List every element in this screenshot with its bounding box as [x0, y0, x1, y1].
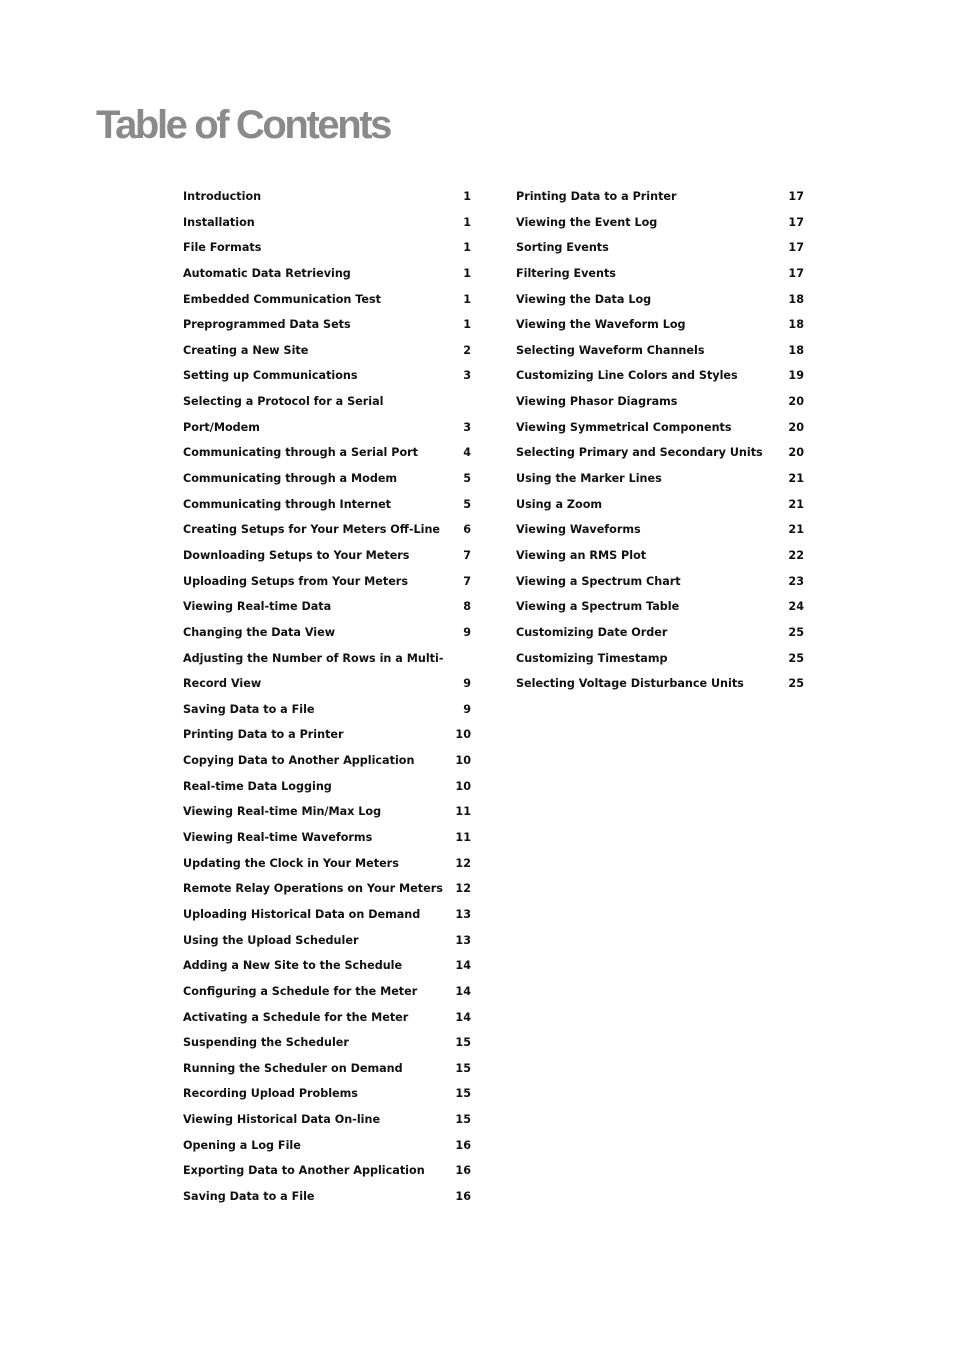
- toc-entry[interactable]: [516, 235, 806, 261]
- toc-entry-page-number: 4: [463, 446, 471, 460]
- toc-entry-page-number: 14: [455, 959, 471, 973]
- toc-entry-title: Updating the Clock in Your Meters: [183, 856, 399, 870]
- toc-entry-page-number: 5: [463, 497, 471, 511]
- toc-entry-page-number: 19: [788, 369, 804, 383]
- toc-entry[interactable]: [183, 389, 473, 415]
- toc-entry[interactable]: [183, 1030, 473, 1056]
- toc-entry[interactable]: [183, 440, 473, 466]
- toc-entry-title: Uploading Historical Data on Demand: [183, 907, 421, 921]
- toc-entry-page-number: 18: [788, 318, 804, 332]
- toc-entry[interactable]: [516, 363, 806, 389]
- toc-entry[interactable]: [183, 1133, 473, 1159]
- toc-entry-title: Viewing the Event Log: [516, 215, 658, 229]
- toc-entry-page-number: 1: [463, 318, 471, 332]
- toc-entry-title: Printing Data to a Printer: [516, 190, 677, 203]
- toc-entry-title: Setting up Communications: [183, 369, 358, 383]
- toc-entry-title: Viewing Waveforms: [516, 523, 641, 537]
- toc-entry[interactable]: [183, 774, 473, 800]
- toc-entry[interactable]: [516, 184, 806, 210]
- toc-entry[interactable]: [516, 671, 806, 697]
- toc-entry-page-number: 1: [463, 292, 471, 306]
- toc-entry-page-number: 10: [455, 728, 471, 742]
- toc-entry-title: Uploading Setups from Your Meters: [183, 574, 408, 588]
- toc-entry-title: Installation: [183, 215, 255, 229]
- toc-entry-page-number: 13: [455, 907, 471, 921]
- toc-entry-title: Viewing an RMS Plot: [516, 548, 647, 562]
- toc-entry-title: Adjusting the Number of Rows in a Multi-: [183, 651, 444, 665]
- toc-entry-title: Viewing the Data Log: [516, 292, 652, 306]
- toc-entry[interactable]: [183, 876, 473, 902]
- toc-entry[interactable]: [516, 517, 806, 543]
- toc-entry[interactable]: [516, 210, 806, 236]
- toc-entry[interactable]: [516, 543, 806, 569]
- toc-entry-title: Creating a New Site: [183, 343, 309, 357]
- toc-entry[interactable]: [183, 363, 473, 389]
- toc-entry[interactable]: [516, 338, 806, 364]
- toc-entry-title: Viewing Real-time Waveforms: [183, 831, 373, 845]
- toc-entry-page-number: 22: [788, 548, 804, 562]
- toc-entry-page-number: 10: [455, 779, 471, 793]
- toc-entry-page-number: 5: [463, 472, 471, 486]
- toc-entry[interactable]: [183, 1184, 473, 1210]
- toc-entry-title: Exporting Data to Another Application: [183, 1164, 425, 1178]
- toc-entry-title: Record View: [183, 677, 262, 691]
- toc-entry-title: Port/Modem: [183, 420, 260, 434]
- toc-entry-page-number: 9: [463, 702, 471, 716]
- toc-entry[interactable]: [183, 1107, 473, 1133]
- toc-entry-title: Activating a Schedule for the Meter: [183, 1010, 409, 1024]
- toc-entry-page-number: 16: [455, 1164, 471, 1178]
- toc-entry-page-number: 12: [455, 882, 471, 896]
- toc-entry[interactable]: [183, 1081, 473, 1107]
- toc-entry-title: Customizing Line Colors and Styles: [516, 369, 738, 383]
- toc-entry[interactable]: [516, 389, 806, 415]
- toc-entry[interactable]: [183, 620, 473, 646]
- toc-entry[interactable]: [516, 594, 806, 620]
- toc-entry[interactable]: [183, 594, 473, 620]
- toc-entry-title: Creating Setups for Your Meters Off-Line: [183, 523, 440, 537]
- toc-entry-page-number: 7: [463, 574, 471, 588]
- toc-entry-page-number: 3: [463, 369, 471, 383]
- toc-entry-title: Communicating through a Serial Port: [183, 446, 419, 460]
- toc-entry[interactable]: [183, 902, 473, 928]
- toc-entry-page-number: 3: [463, 420, 471, 434]
- toc-entry[interactable]: [183, 287, 473, 313]
- toc-entry-page-number: 11: [455, 805, 471, 819]
- toc-entry-page-number: 10: [455, 754, 471, 768]
- toc-entry[interactable]: [183, 210, 473, 236]
- toc-entry-title: Selecting Waveform Channels: [516, 343, 705, 357]
- toc-entry[interactable]: [516, 312, 806, 338]
- toc-entry[interactable]: [183, 261, 473, 287]
- toc-entry-title: Using the Upload Scheduler: [183, 933, 359, 947]
- toc-entry[interactable]: [516, 415, 806, 441]
- toc-entry-page-number: 21: [788, 497, 804, 511]
- toc-entry-page-number: 7: [463, 548, 471, 562]
- toc-entry[interactable]: [183, 1158, 473, 1184]
- toc-entry-title: Customizing Timestamp: [516, 651, 668, 665]
- toc-entry-page-number: 17: [788, 190, 804, 203]
- toc-entry[interactable]: [183, 799, 473, 825]
- toc-entry[interactable]: [183, 415, 473, 441]
- toc-entry-title: Suspending the Scheduler: [183, 1036, 349, 1050]
- toc-entry[interactable]: [183, 517, 473, 543]
- toc-entry-page-number: 20: [788, 395, 804, 409]
- toc-entry-page-number: 16: [455, 1138, 471, 1152]
- toc-entry-page-number: 24: [788, 600, 804, 614]
- toc-entry[interactable]: [516, 261, 806, 287]
- toc-entry-title: Configuring a Schedule for the Meter: [183, 984, 418, 998]
- toc-entry-page-number: 15: [455, 1061, 471, 1075]
- toc-entry[interactable]: [183, 235, 473, 261]
- toc-entry[interactable]: [183, 748, 473, 774]
- toc-entry[interactable]: [183, 953, 473, 979]
- toc-right-column: [516, 184, 806, 697]
- toc-entry[interactable]: [183, 646, 473, 672]
- toc-entry-page-number: 9: [463, 625, 471, 639]
- toc-entry[interactable]: [183, 1005, 473, 1031]
- toc-left-column: [183, 184, 473, 1210]
- toc-entry[interactable]: [516, 440, 806, 466]
- toc-entry-page-number: 2: [463, 343, 471, 357]
- toc-entry[interactable]: [516, 569, 806, 595]
- toc-entry-title: Viewing Phasor Diagrams: [516, 395, 678, 409]
- toc-entry-page-number: 15: [455, 1113, 471, 1127]
- toc-entry-title: Copying Data to Another Application: [183, 754, 415, 768]
- toc-entry-title: Selecting Primary and Secondary Units: [516, 446, 763, 460]
- toc-entry[interactable]: [183, 697, 473, 723]
- toc-entry[interactable]: [516, 492, 806, 518]
- toc-entry-page-number: 8: [463, 600, 471, 614]
- toc-entry-title: Printing Data to a Printer: [183, 728, 344, 742]
- toc-entry-page-number: 18: [788, 292, 804, 306]
- toc-entry-title: Recording Upload Problems: [183, 1087, 358, 1101]
- toc-entry-page-number: 20: [788, 420, 804, 434]
- toc-entry-page-number: 17: [788, 215, 804, 229]
- toc-entry-title: Real-time Data Logging: [183, 779, 332, 793]
- toc-entry-title: Changing the Data View: [183, 625, 336, 639]
- toc-entry-title: Embedded Communication Test: [183, 292, 382, 306]
- toc-entry-title: Viewing Historical Data On-line: [183, 1113, 381, 1127]
- page-title: Table of Contents: [96, 103, 391, 147]
- toc-entry-title: Running the Scheduler on Demand: [183, 1061, 403, 1075]
- toc-entry-page-number: 1: [463, 266, 471, 280]
- toc-entry-page-number: 9: [463, 677, 471, 691]
- toc-entry[interactable]: [516, 646, 806, 672]
- toc-entry-title: Automatic Data Retrieving: [183, 266, 351, 280]
- toc-entry[interactable]: [183, 543, 473, 569]
- toc-entry[interactable]: [183, 184, 473, 210]
- toc-entry-page-number: 6: [463, 523, 471, 537]
- toc-entry-title: Preprogrammed Data Sets: [183, 318, 351, 332]
- toc-entry[interactable]: [183, 569, 473, 595]
- toc-entry-title: Viewing Real-time Min/Max Log: [183, 805, 382, 819]
- toc-entry[interactable]: [183, 928, 473, 954]
- toc-entry-page-number: 15: [455, 1087, 471, 1101]
- toc-entry-page-number: 25: [788, 651, 804, 665]
- toc-entry[interactable]: [183, 851, 473, 877]
- toc-entry-page-number: 21: [788, 523, 804, 537]
- toc-entry[interactable]: [516, 287, 806, 313]
- toc-entry-title: Introduction: [183, 190, 262, 203]
- toc-entry[interactable]: [183, 671, 473, 697]
- toc-entry-title: Selecting Voltage Disturbance Units: [516, 677, 744, 691]
- toc-entry-page-number: 18: [788, 343, 804, 357]
- toc-entry-title: Downloading Setups to Your Meters: [183, 548, 410, 562]
- toc-entry-page-number: 20: [788, 446, 804, 460]
- toc-entry-title: Remote Relay Operations on Your Meters: [183, 882, 443, 896]
- toc-entry-page-number: 17: [788, 241, 804, 255]
- toc-entry-title: Viewing Real-time Data: [183, 600, 332, 614]
- toc-entry-title: Saving Data to a File: [183, 702, 315, 716]
- toc-entry[interactable]: [183, 825, 473, 851]
- toc-entry-title: Customizing Date Order: [516, 625, 668, 639]
- toc-entry-title: Viewing Symmetrical Components: [516, 420, 732, 434]
- toc-entry-page-number: 1: [463, 215, 471, 229]
- toc-entry-page-number: 25: [788, 625, 804, 639]
- toc-entry[interactable]: [183, 338, 473, 364]
- toc-entry-title: Opening a Log File: [183, 1138, 301, 1152]
- toc-entry[interactable]: [183, 722, 473, 748]
- toc-entry-page-number: 23: [788, 574, 804, 588]
- toc-entry-title: Using the Marker Lines: [516, 472, 662, 486]
- toc-entry-title: Sorting Events: [516, 241, 609, 255]
- toc-entry-page-number: 12: [455, 856, 471, 870]
- toc-entry-page-number: 11: [455, 831, 471, 845]
- toc-entry-page-number: 14: [455, 1010, 471, 1024]
- toc-entry-page-number: 25: [788, 677, 804, 691]
- toc-entry-page-number: 14: [455, 984, 471, 998]
- toc-entry[interactable]: [183, 312, 473, 338]
- toc-entry-title: Using a Zoom: [516, 497, 603, 511]
- toc-entry-title: Communicating through a Modem: [183, 472, 398, 486]
- toc-entry-page-number: 1: [463, 241, 471, 255]
- toc-entry[interactable]: [516, 620, 806, 646]
- toc-entry-title: Selecting a Protocol for a Serial: [183, 395, 384, 409]
- toc-entry-page-number: 13: [455, 933, 471, 947]
- toc-entry[interactable]: [183, 1056, 473, 1082]
- toc-entry-page-number: 1: [463, 190, 471, 203]
- toc-entry-title: Adding a New Site to the Schedule: [183, 959, 403, 973]
- toc-entry-page-number: 21: [788, 472, 804, 486]
- toc-entry-title: Viewing the Waveform Log: [516, 318, 686, 332]
- toc-entry-title: Filtering Events: [516, 266, 616, 280]
- toc-entry-page-number: 16: [455, 1189, 471, 1203]
- toc-entry-title: Viewing a Spectrum Chart: [516, 574, 681, 588]
- toc-entry-title: Saving Data to a File: [183, 1189, 315, 1203]
- toc-entry-title: Communicating through Internet: [183, 497, 392, 511]
- toc-entry[interactable]: [183, 492, 473, 518]
- toc-entry-title: File Formats: [183, 241, 262, 255]
- toc-entry-title: Viewing a Spectrum Table: [516, 600, 680, 614]
- toc-entry-page-number: 15: [455, 1036, 471, 1050]
- toc-entry-page-number: 17: [788, 266, 804, 280]
- toc-entry[interactable]: [183, 979, 473, 1005]
- toc-entry[interactable]: [516, 466, 806, 492]
- toc-entry[interactable]: [183, 466, 473, 492]
